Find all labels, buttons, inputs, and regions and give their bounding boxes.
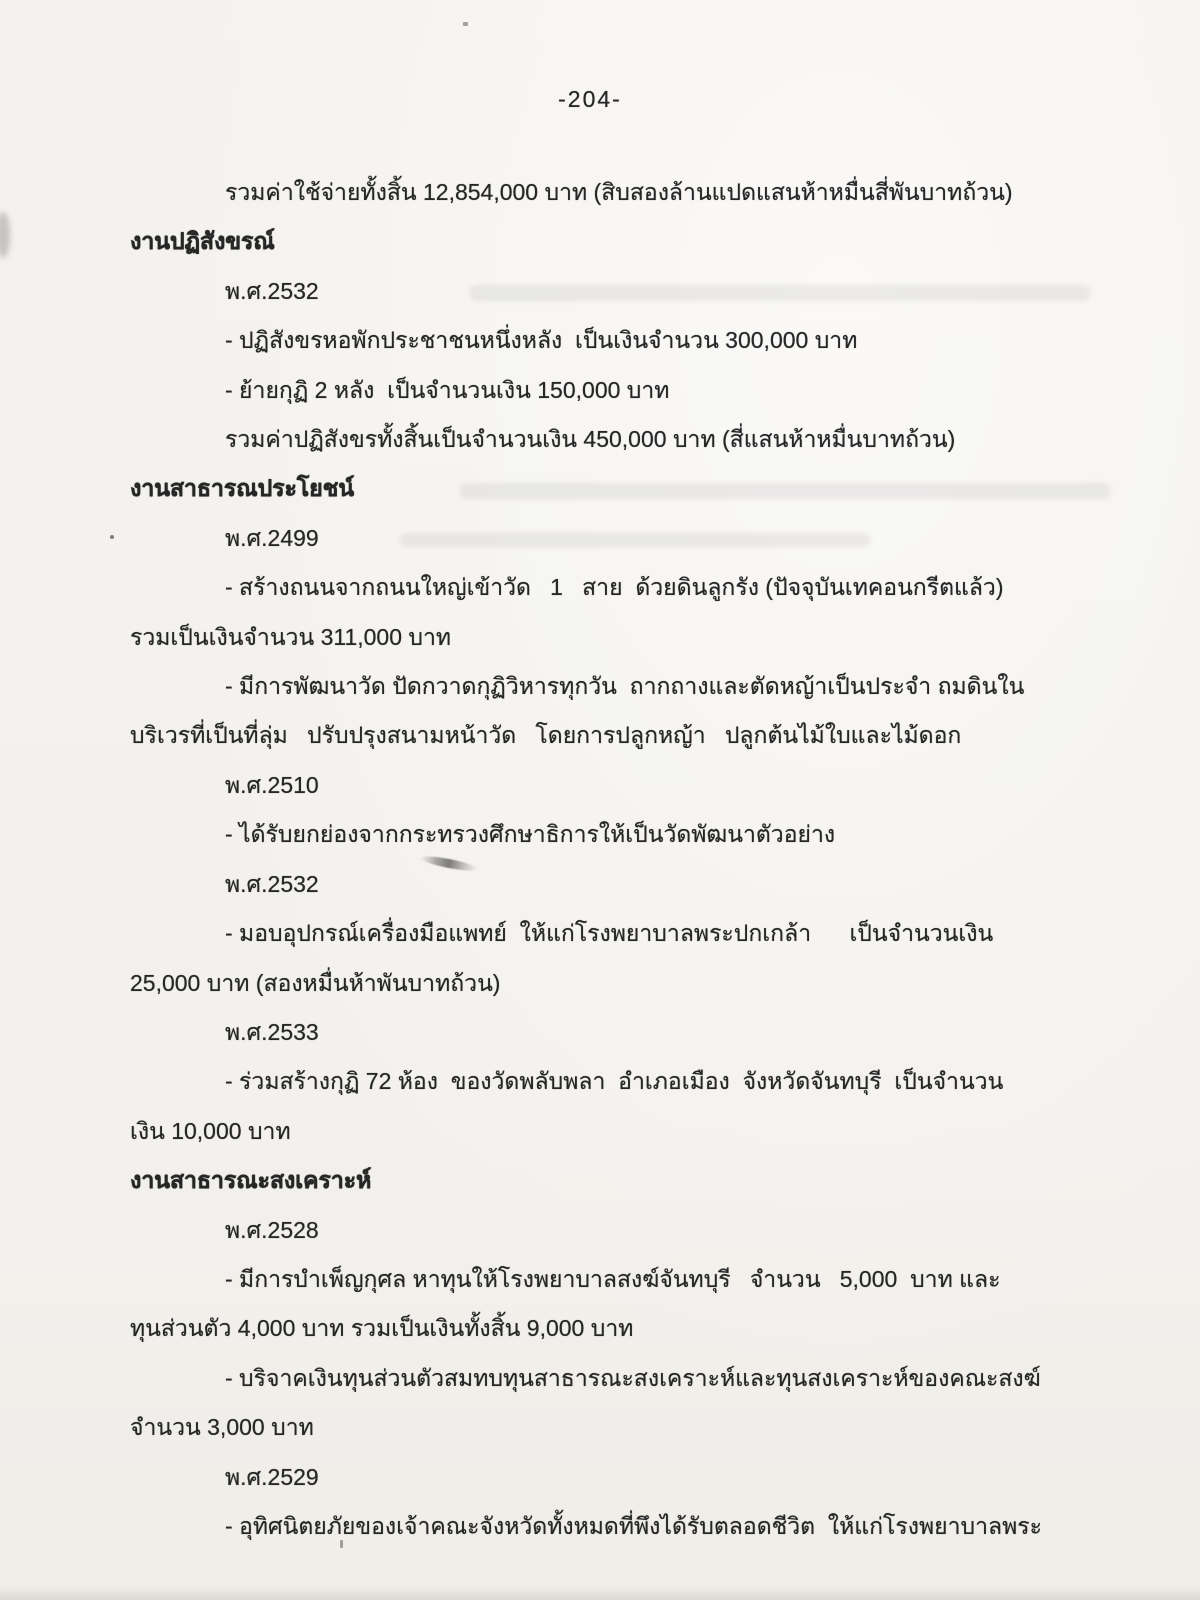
section-heading: งานสาธารณะสงเคราะห์ bbox=[130, 1167, 372, 1194]
year-line: พ.ศ.2499 bbox=[225, 524, 319, 551]
text-line: เงิน 10,000 บาท bbox=[130, 1117, 291, 1144]
text-line: รวมเป็นเงินจำนวน 311,000 บาท bbox=[130, 623, 452, 650]
list-item-line: - บริจาคเงินทุนส่วนตัวสมทบทุนสาธารณะสงเคราะห์และทุนสงเคราะห์ของคณะสงฆ์ bbox=[225, 1364, 1041, 1391]
list-item-line: - ปฏิสังขรหอพักประชาชนหนึ่งหลัง เป็นเงินจำนวน 300,000 บาท bbox=[225, 327, 858, 354]
speck-artifact bbox=[340, 1540, 343, 1548]
text-line: รวมค่าปฏิสังขรทั้งสิ้นเป็นจำนวนเงิน 450,000 บาท (สี่แสนห้าหมื่นบาทถ้วน) bbox=[225, 426, 956, 453]
section-heading: งานปฏิสังขรณ์ bbox=[130, 228, 275, 255]
list-item-line: - มีการบำเพ็ญกุศล หาทุนให้โรงพยาบาลสงฆ์จันทบุรี จำนวน 5,000 บาท และ bbox=[225, 1265, 1001, 1292]
speck-artifact bbox=[463, 22, 468, 26]
list-item-line: - อุทิศนิตยภัยของเจ้าคณะจังหวัดทั้งหมดที่พึงได้รับตลอดชีวิต ให้แก่โรงพยาบาลพระ bbox=[225, 1512, 1043, 1539]
text-line: 25,000 บาท (สองหมื่นห้าพันบาทถ้วน) bbox=[130, 969, 501, 996]
list-item-line: - ย้ายกุฏิ 2 หลัง เป็นจำนวนเงิน 150,000 บาท bbox=[225, 376, 670, 403]
year-line: พ.ศ.2510 bbox=[225, 771, 319, 798]
year-line: พ.ศ.2528 bbox=[225, 1216, 319, 1243]
year-line: พ.ศ.2532 bbox=[225, 277, 319, 304]
list-item-line: - ร่วมสร้างกุฏิ 72 ห้อง ของวัดพลับพลา อำเภอเมือง จังหวัดจันทบุรี เป็นจำนวน bbox=[225, 1068, 1004, 1095]
year-line: พ.ศ.2533 bbox=[225, 1018, 319, 1045]
year-line: พ.ศ.2529 bbox=[225, 1463, 319, 1490]
list-item-line: - ได้รับยกย่องจากกระทรวงศึกษาธิการให้เป็นวัดพัฒนาตัวอย่าง bbox=[225, 821, 836, 848]
text-line: ทุนส่วนตัว 4,000 บาท รวมเป็นเงินทั้งสิ้น 9,000 บาท bbox=[130, 1315, 634, 1342]
ghost-text-artifact bbox=[400, 533, 870, 547]
document-body bbox=[130, 168, 1080, 1551]
text-line: จำนวน 3,000 บาท bbox=[130, 1414, 314, 1441]
list-item-line: - สร้างถนนจากถนนใหญ่เข้าวัด 1 สาย ด้วยดินลูกรัง (ปัจจุบันเทคอนกรีตแล้ว) bbox=[225, 574, 1004, 601]
ink-dot-artifact bbox=[110, 535, 114, 539]
ghost-text-artifact bbox=[470, 285, 1090, 301]
ghost-text-artifact bbox=[460, 483, 1110, 499]
list-item-line: - มอบอุปกรณ์เครื่องมือแพทย์ ให้แก่โรงพยาบาลพระปกเกล้า เป็นจำนวนเงิน bbox=[225, 920, 994, 947]
text-line: บริเวรที่เป็นที่ลุ่ม ปรับปรุงสนามหน้าวัด โดยการปลูกหญ้า ปลูกต้นไม้ใบและไม้ดอก bbox=[130, 722, 962, 749]
section-heading: งานสาธารณประโยชน์ bbox=[130, 475, 354, 502]
year-line: พ.ศ.2532 bbox=[225, 870, 319, 897]
edge-smudge-artifact bbox=[0, 212, 10, 258]
page-number: -204- bbox=[558, 86, 622, 112]
text-line: รวมค่าใช้จ่ายทั้งสิ้น 12,854,000 บาท (สิบสองล้านแปดแสนห้าหมื่นสี่พันบาทถ้วน) bbox=[225, 179, 1013, 205]
scan-edge-shadow bbox=[0, 1586, 1200, 1600]
list-item-line: - มีการพัฒนาวัด ปัดกวาดกุฏิวิหารทุกวัน ถากถางและตัดหญ้าเป็นประจำ ถมดินใน bbox=[225, 673, 1025, 700]
